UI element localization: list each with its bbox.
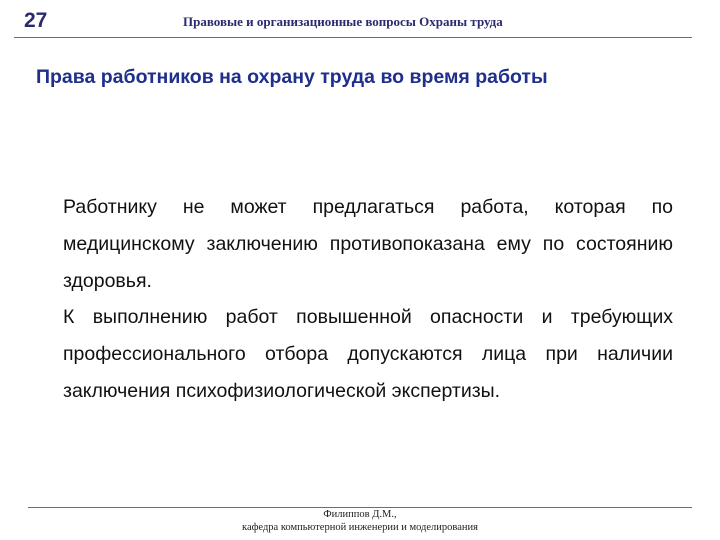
footer-department: кафедра компьютерной инженерии и моделирования xyxy=(242,522,478,533)
slide-body xyxy=(63,189,673,410)
slide-number: 27 xyxy=(24,9,48,32)
course-title: Правовые и организационные вопросы Охраны труда xyxy=(183,14,503,29)
footer-author: Филиппов Д.М., xyxy=(323,509,397,520)
body-paragraph: К выполнению работ повышенной опасности и требующих профессионального отбора допускаются лица при наличии заключения психофизиологической экспертизы. xyxy=(63,306,673,402)
header-divider xyxy=(14,37,692,38)
slide-heading: Права работников на охрану труда во время работы xyxy=(36,66,548,88)
body-paragraph: Работнику не может предлагаться работа, которая по медицинскому заключению противопоказана ему по состоянию здоровья. xyxy=(63,196,673,292)
footer xyxy=(0,508,720,534)
